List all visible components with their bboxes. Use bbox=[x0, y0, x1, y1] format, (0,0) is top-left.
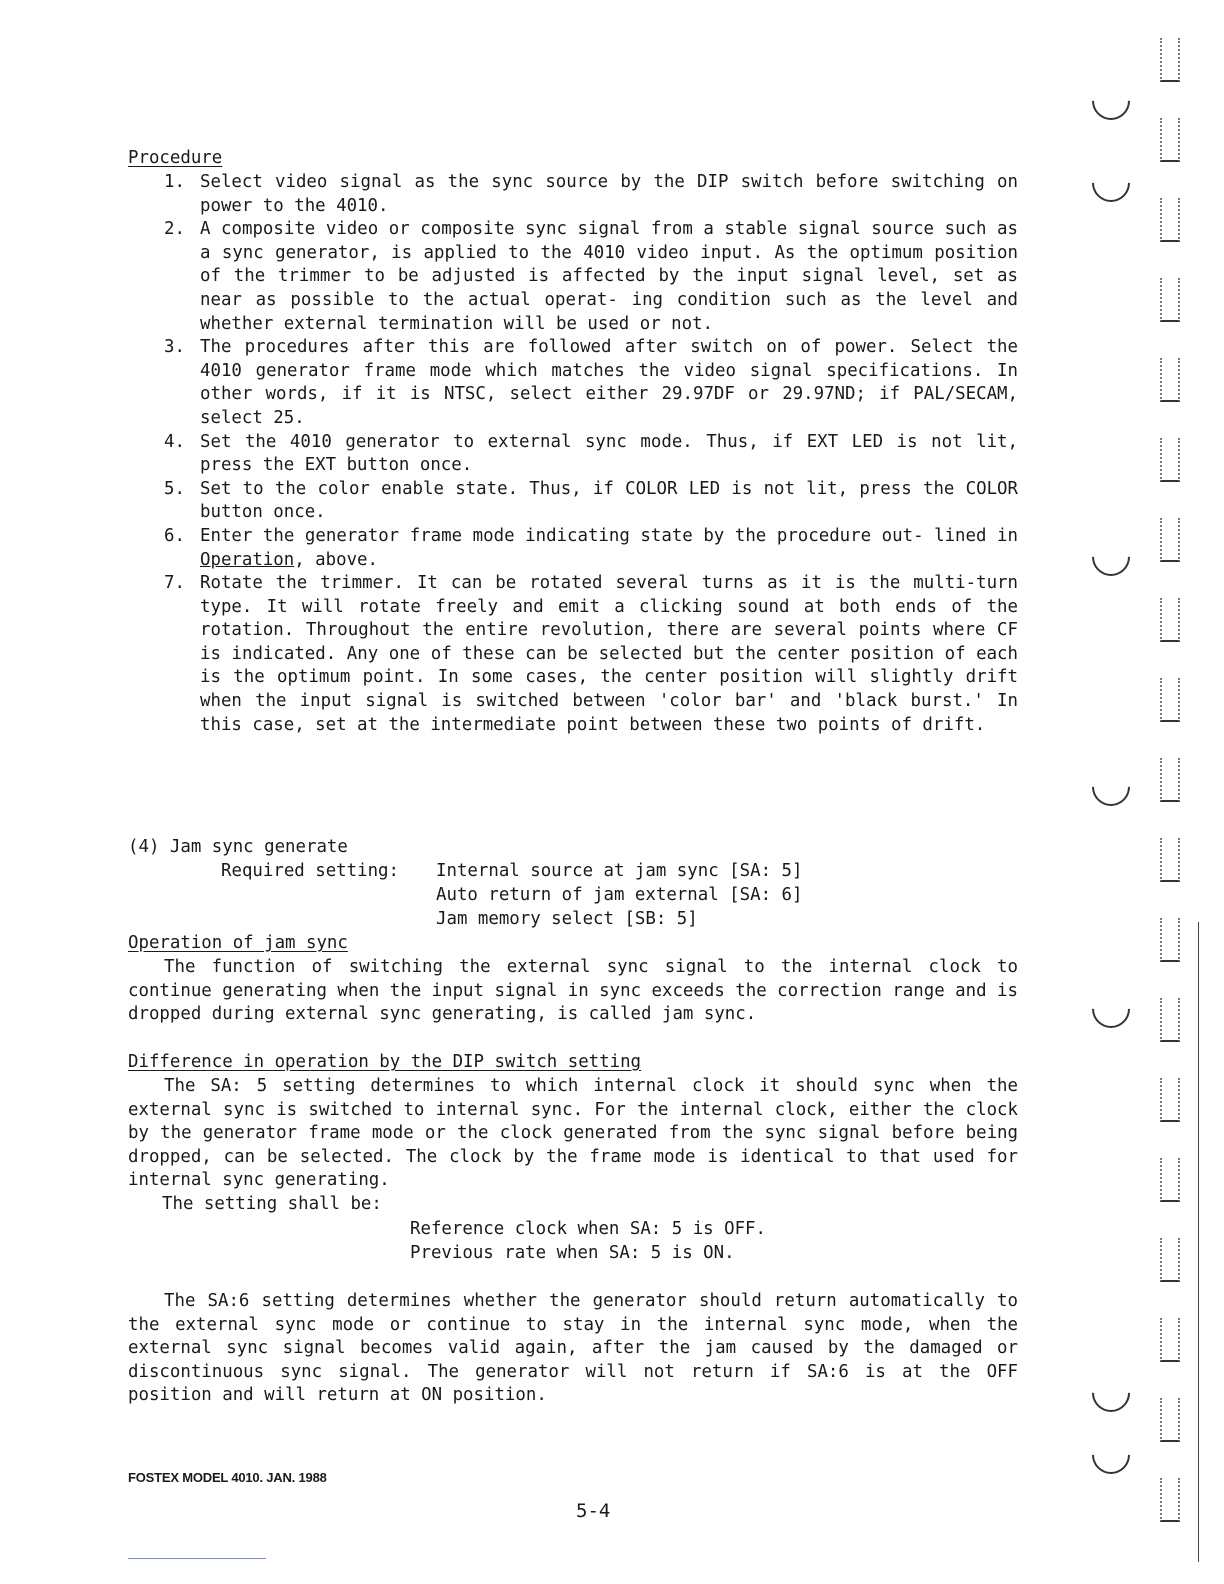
footer-model-date: FOSTEX MODEL 4010. JAN. 1988 bbox=[128, 1470, 327, 1485]
step-number: 5. bbox=[164, 478, 185, 499]
step-text: A composite video or composite sync signal from a stable signal source such as a sync generator, is applied to the 4010 video input. As the optimum position of the trimmer to be adjusted is affected by the input signal level, set as near as possible to the actual operat- ing condition such as the level and whether external termination will be used or not. bbox=[200, 219, 1018, 334]
setting-intro: The setting shall be: bbox=[162, 1194, 382, 1214]
operation-heading: Operation of jam sync bbox=[128, 933, 348, 953]
jam-sync-title: (4) Jam sync generate bbox=[128, 837, 348, 857]
step-text bbox=[200, 525, 1018, 572]
procedure-step-2 bbox=[128, 218, 1028, 336]
step-text: The procedures after this are followed after switch on of power. Select the 4010 generator frame mode which matches the video signal specifications. In other words, if it is NTSC, select either 29.97DF or 29.97ND; if PAL/SECAM, select 25. bbox=[200, 337, 1018, 428]
setting-line-off: Reference clock when SA: 5 is OFF. bbox=[410, 1219, 766, 1239]
binding-tab bbox=[1160, 38, 1180, 82]
step-number: 3. bbox=[164, 337, 185, 358]
step-text: Set to the color enable state. Thus, if COLOR LED is not lit, press the COLOR button once. bbox=[200, 478, 1018, 523]
operation-paragraph: The function of switching the external sync signal to the internal clock to continue generating when the input signal in sync exceeds the correction range and is dropped during external sync generating, is called jam sync. bbox=[128, 957, 1018, 1025]
step-text: Rotate the trimmer. It can be rotated several turns as it is the multi-turn type. It will rotate freely and emit a clicking sound at both ends of the rotation. Throughout the entire revolution, there are several points where CF is indicated. Any one of these can be selected but the center position of each is the optimum point. In some cases, the center position will slightly drift when the input signal is switched between 'color bar' and 'black burst.' In this case, set at the intermediate point between these two points of drift. bbox=[200, 573, 1018, 735]
binding-tab bbox=[1160, 278, 1180, 322]
difference-heading: Difference in operation by the DIP switch setting bbox=[128, 1052, 642, 1072]
binding-holes bbox=[1080, 0, 1140, 1584]
step-number: 4. bbox=[164, 431, 185, 452]
binding-hole bbox=[1084, 1428, 1138, 1482]
binding-hole bbox=[1084, 530, 1138, 584]
binding-tab bbox=[1160, 918, 1180, 962]
binding-hole bbox=[1084, 74, 1138, 128]
procedure-step-6 bbox=[128, 525, 1028, 572]
footer-rule bbox=[128, 1558, 266, 1559]
binding-hole bbox=[1084, 1366, 1138, 1420]
binding-tab bbox=[1160, 838, 1180, 882]
step-text: Select video signal as the sync source by the DIP switch before switching on power to the 4010. bbox=[200, 172, 1018, 216]
jam-setting-2: Auto return of jam external [SA: 6] bbox=[436, 885, 803, 905]
jam-setting-3: Jam memory select [SB: 5] bbox=[436, 909, 698, 929]
step-number: 1. bbox=[164, 172, 185, 192]
binding-tab bbox=[1160, 1398, 1180, 1442]
procedure-step-7 bbox=[128, 572, 1028, 737]
step-text-part: Enter the generator frame mode indicating state by the procedure out- lined in bbox=[200, 525, 1018, 546]
binding-tab bbox=[1160, 1318, 1180, 1362]
binding-tab bbox=[1160, 1238, 1180, 1282]
binding-hole bbox=[1084, 156, 1138, 210]
sa6-paragraph: The SA:6 setting determines whether the generator should return automatically to the external sync mode or continue to stay in the internal sync mode, when the external sync signal becomes valid again, after the jam caused by the damaged or discontinuous sync signal. The generator will not return if SA:6 is at the OFF position and will return at ON position. bbox=[128, 1291, 1018, 1406]
binding-tab bbox=[1160, 758, 1180, 802]
jam-setting-1: Internal source at jam sync [SA: 5] bbox=[436, 861, 803, 881]
setting-line-on: Previous rate when SA: 5 is ON. bbox=[410, 1243, 735, 1263]
binding-tab bbox=[1160, 598, 1180, 642]
operation-reference-link: Operation bbox=[200, 549, 295, 570]
difference-paragraph: The SA: 5 setting determines to which internal clock it should sync when the external sync is switched to internal sync. For the internal clock, either the clock by the generator frame mode or the clock generated from the sync signal before being dropped, can be selected. The clock by the frame mode is identical to that used for internal sync generating. bbox=[128, 1076, 1018, 1191]
binding-tab bbox=[1160, 438, 1180, 482]
binding-hole bbox=[1084, 982, 1138, 1036]
step-text-part: , above. bbox=[294, 549, 378, 570]
binding-tabs bbox=[1160, 0, 1190, 1584]
binding-tab bbox=[1160, 998, 1180, 1042]
required-setting-label: Required setting: bbox=[221, 861, 399, 881]
binding-tab bbox=[1160, 358, 1180, 402]
page-number: 5-4 bbox=[576, 1500, 611, 1522]
step-number: 7. bbox=[164, 573, 185, 594]
procedure-list bbox=[128, 171, 1028, 737]
procedure-step-1 bbox=[128, 171, 1028, 218]
binding-tab bbox=[1160, 518, 1180, 562]
binding-tab bbox=[1160, 1158, 1180, 1202]
page-edge-line bbox=[1198, 922, 1199, 1562]
binding-tab bbox=[1160, 1078, 1180, 1122]
binding-hole bbox=[1084, 760, 1138, 814]
procedure-heading: Procedure bbox=[128, 148, 223, 168]
procedure-step-3 bbox=[128, 336, 1028, 430]
binding-tab bbox=[1160, 1478, 1180, 1522]
binding-tab bbox=[1160, 118, 1180, 162]
step-text: Set the 4010 generator to external sync mode. Thus, if EXT LED is not lit, press the EXT button once. bbox=[200, 431, 1018, 476]
procedure-step-5 bbox=[128, 478, 1028, 525]
step-number: 2. bbox=[164, 219, 185, 240]
procedure-step-4 bbox=[128, 431, 1028, 478]
binding-tab bbox=[1160, 198, 1180, 242]
step-number: 6. bbox=[164, 525, 185, 546]
binding-tab bbox=[1160, 678, 1180, 722]
